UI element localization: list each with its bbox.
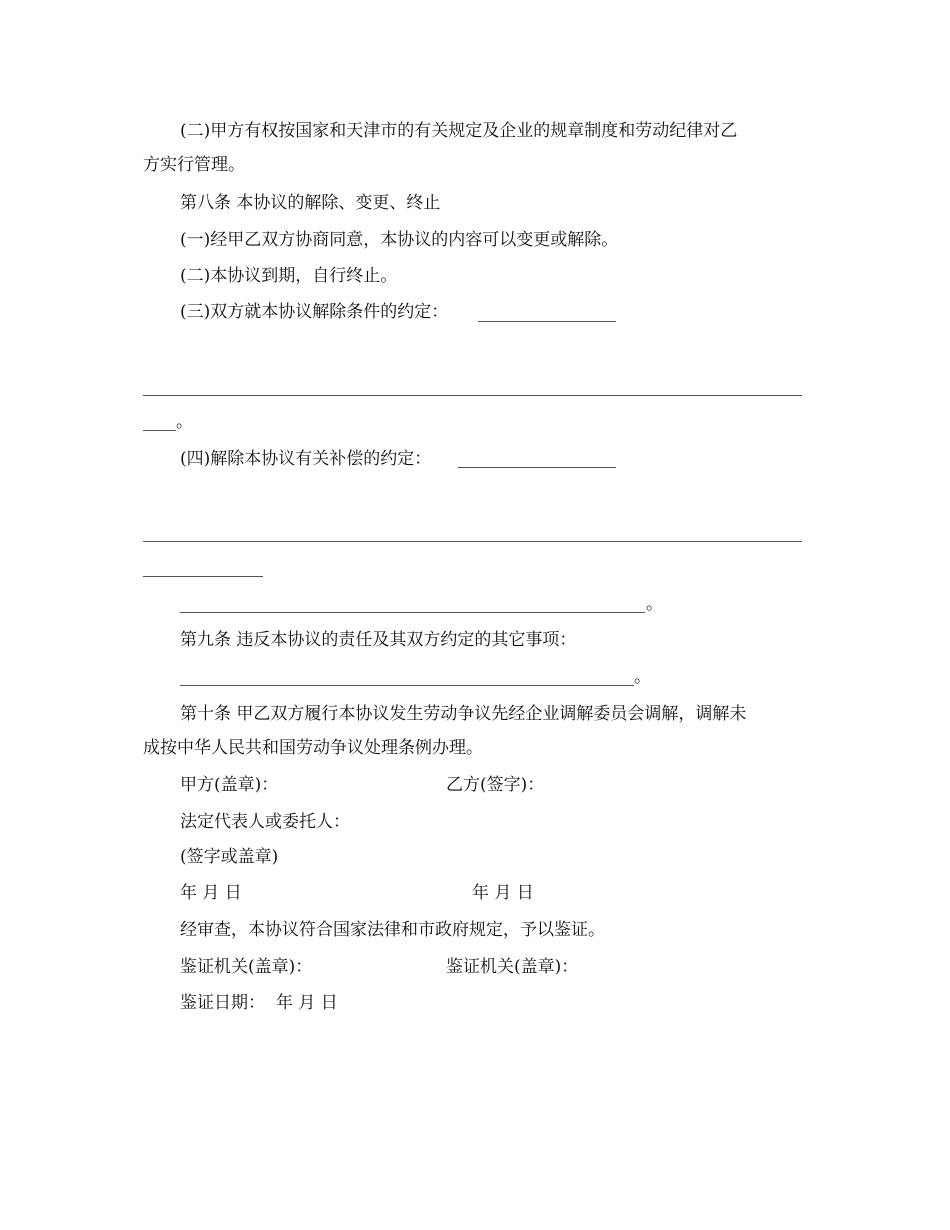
clause10-line1: 第十条 甲乙双方履行本协议发生劳动争议先经企业调解委员会调解，调解未 [180, 704, 747, 724]
clause8-item2: (二)本协议到期，自行终止。 [180, 266, 398, 286]
clause9-end: 。 [634, 667, 651, 687]
sign-or-seal-note: (签字或盖章) [180, 847, 279, 867]
clause8-item4-blank-extra [180, 612, 645, 613]
clause8-item4-blank-tail [143, 576, 263, 577]
clause8-item3-blank-inline [478, 321, 616, 322]
certification-org-left: 鉴证机关(盖章)： [180, 957, 313, 977]
clause10-line2: 成按中华人民共和国劳动争议处理条例办理。 [143, 738, 483, 758]
clause8-item4-blank-inline [458, 467, 616, 468]
review-statement: 经审查，本协议符合国家法律和市政府规定，予以鉴证。 [180, 920, 605, 940]
party-b-sign-label: 乙方(签字)： [446, 775, 545, 795]
clause9-blank [180, 685, 634, 686]
clause8-item3-end: 。 [176, 412, 193, 432]
legal-representative-label: 法定代表人或委托人： [180, 812, 350, 832]
certification-date-value: 年 月 日 [276, 993, 338, 1013]
clause7-item2-line2: 方实行管理。 [143, 155, 245, 175]
clause8-item4-label: (四)解除本协议有关补偿的约定： [180, 449, 432, 469]
party-a-seal-label: 甲方(盖章)： [180, 775, 279, 795]
clause8-item4-end: 。 [646, 594, 663, 614]
clause8-item3-label: (三)双方就本协议解除条件的约定： [180, 302, 449, 322]
certification-org-right: 鉴证机关(盖章)： [446, 957, 579, 977]
clause7-item2-line1: (二)甲方有权按国家和天津市的有关规定及企业的规章制度和劳动纪律对乙 [180, 121, 738, 141]
clause8-item3-blank-full [143, 395, 802, 396]
date-right: 年 月 日 [472, 883, 534, 903]
clause8-title: 第八条 本协议的解除、变更、终止 [180, 193, 441, 213]
date-left: 年 月 日 [180, 883, 242, 903]
clause8-item4-blank-full [143, 541, 802, 542]
clause9-title: 第九条 违反本协议的责任及其双方约定的其它事项： [180, 630, 577, 650]
clause8-item3-blank-tail [143, 430, 176, 431]
clause8-item1: (一)经甲乙双方协商同意，本协议的内容可以变更或解除。 [180, 230, 619, 250]
certification-date-label: 鉴证日期： [180, 993, 265, 1013]
